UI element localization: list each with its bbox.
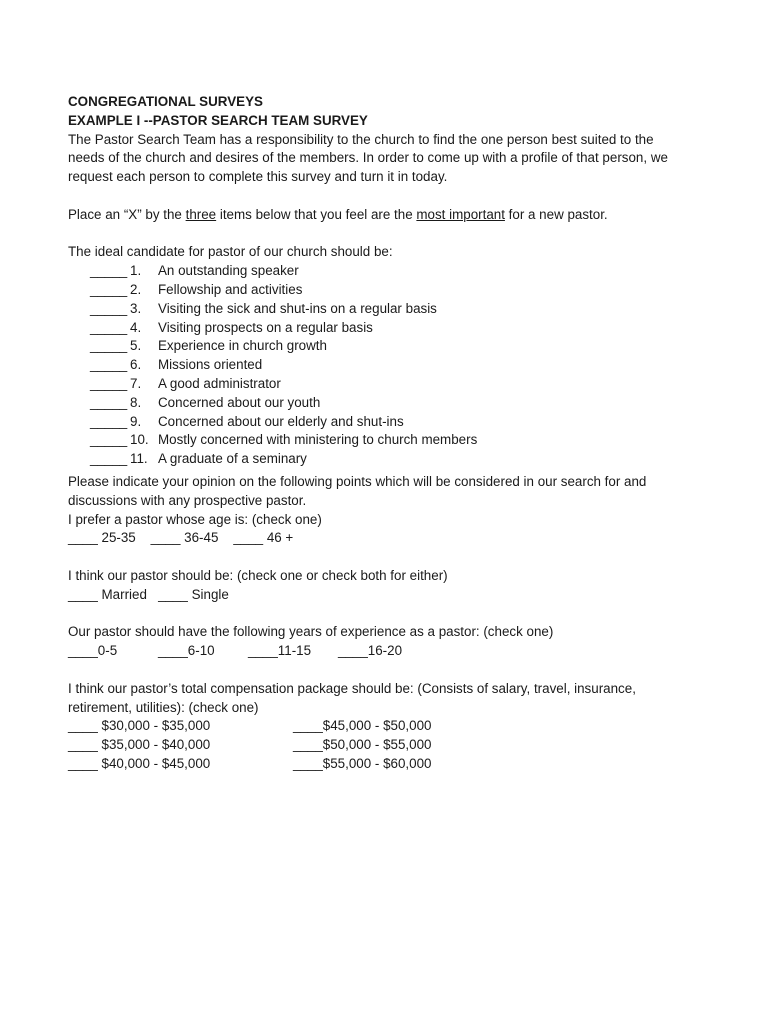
list-item — [90, 413, 708, 432]
experience-option-16-20[interactable]: ____16-20 — [338, 643, 403, 659]
item-text: A graduate of a seminary — [158, 451, 307, 467]
compensation-option-55-60[interactable]: ____$55,000 - $60,000 — [293, 755, 432, 771]
list-item — [90, 281, 708, 300]
answer-blank[interactable]: _____ — [90, 451, 128, 467]
instruction-part: items below that you feel are the — [216, 206, 417, 222]
list-item — [90, 356, 708, 375]
item-number: 9. — [130, 413, 142, 429]
item-text: Concerned about our elderly and shut-ins — [158, 413, 404, 429]
item-number: 3. — [130, 300, 142, 316]
answer-blank[interactable]: _____ — [90, 300, 128, 316]
item-number: 6. — [130, 357, 142, 373]
marital-options — [68, 586, 708, 605]
compensation-option-row — [68, 736, 708, 755]
compensation-question-line: retirement, utilities): (check one) — [68, 699, 259, 715]
item-text: Visiting prospects on a regular basis — [158, 319, 373, 335]
item-text: Mostly concerned with ministering to church members — [158, 432, 478, 448]
compensation-option-45-50[interactable]: ____$45,000 - $50,000 — [293, 718, 432, 734]
item-number: 4. — [130, 319, 142, 335]
compensation-option-35-40[interactable]: ____ $35,000 - $40,000 — [68, 737, 211, 753]
age-question: I prefer a pastor whose age is: (check one) — [68, 511, 322, 527]
compensation-option-row — [68, 717, 708, 736]
experience-option-6-10[interactable]: ____6-10 — [158, 643, 215, 659]
answer-blank[interactable]: _____ — [90, 338, 128, 354]
age-option-36-45[interactable]: ____ 36-45 — [150, 530, 219, 546]
item-text: Missions oriented — [158, 357, 263, 373]
intro-paragraph — [68, 131, 708, 187]
age-options — [68, 529, 708, 548]
experience-options — [68, 642, 708, 661]
instruction-emphasis-three: three — [185, 206, 217, 222]
instruction-text — [68, 206, 708, 225]
item-text: Concerned about our youth — [158, 394, 321, 410]
answer-blank[interactable]: _____ — [90, 413, 128, 429]
item-number: 2. — [130, 281, 142, 297]
answer-blank[interactable]: _____ — [90, 281, 128, 297]
instruction-part: for a new pastor. — [504, 206, 608, 222]
list-item — [90, 394, 708, 413]
experience-option-0-5[interactable]: ____0-5 — [68, 643, 118, 659]
age-option-46-plus[interactable]: ____ 46 + — [233, 530, 294, 546]
answer-blank[interactable]: _____ — [90, 357, 128, 373]
answer-blank[interactable]: _____ — [90, 375, 128, 391]
compensation-option-50-55[interactable]: ____$50,000 - $55,000 — [293, 737, 432, 753]
intro-line: The Pastor Search Team has a responsibility to the church to find the one person best suited to the — [68, 131, 654, 147]
list-item — [90, 300, 708, 319]
compensation-option-row — [68, 755, 708, 774]
item-text: Fellowship and activities — [158, 281, 303, 297]
list-item — [90, 337, 708, 356]
answer-blank[interactable]: _____ — [90, 394, 128, 410]
item-number: 10. — [130, 432, 149, 448]
list-item — [90, 319, 708, 338]
item-text: Visiting the sick and shut-ins on a regular basis — [158, 300, 437, 316]
item-number: 1. — [130, 263, 142, 279]
answer-blank[interactable]: _____ — [90, 432, 128, 448]
experience-question: Our pastor should have the following years of experience as a pastor: (check one) — [68, 624, 554, 640]
compensation-question-line: I think our pastor’s total compensation package should be: (Consists of salary, travel, insurance, — [68, 680, 636, 696]
opinion-intro-line: Please indicate your opinion on the following points which will be considered in our search for and — [68, 473, 647, 489]
answer-blank[interactable]: _____ — [90, 263, 128, 279]
list-item — [90, 375, 708, 394]
marital-option-single[interactable]: ____ Single — [158, 586, 229, 602]
survey-content — [68, 93, 708, 774]
compensation-option-40-45[interactable]: ____ $40,000 - $45,000 — [68, 755, 211, 771]
intro-line: request each person to complete this survey and turn it in today. — [68, 169, 448, 185]
instruction-emphasis-most-important: most important — [416, 206, 505, 222]
item-text: A good administrator — [158, 375, 281, 391]
ideal-candidate-list — [90, 262, 708, 469]
opinion-intro-line: discussions with any prospective pastor. — [68, 492, 307, 508]
item-number: 8. — [130, 394, 142, 410]
answer-blank[interactable]: _____ — [90, 319, 128, 335]
opinion-intro — [68, 473, 708, 511]
ideal-candidate-heading: The ideal candidate for pastor of our church should be: — [68, 244, 393, 260]
item-text: An outstanding speaker — [158, 263, 299, 279]
item-text: Experience in church growth — [158, 338, 327, 354]
experience-option-11-15[interactable]: ____11-15 — [248, 643, 312, 659]
item-number: 7. — [130, 375, 142, 391]
compensation-option-30-35[interactable]: ____ $30,000 - $35,000 — [68, 718, 211, 734]
marital-question: I think our pastor should be: (check one or check both for either) — [68, 567, 448, 583]
marital-option-married[interactable]: ____ Married — [68, 586, 147, 602]
item-number: 5. — [130, 338, 142, 354]
instruction-part: Place an “X” by the — [68, 206, 186, 222]
intro-line: needs of the church and desires of the members. In order to come up with a profile of that person, we — [68, 150, 668, 166]
age-option-25-35[interactable]: ____ 25-35 — [68, 530, 136, 546]
document-subtitle: EXAMPLE I --PASTOR SEARCH TEAM SURVEY — [68, 112, 368, 128]
item-number: 11. — [130, 451, 148, 467]
list-item — [90, 450, 708, 469]
document-title: CONGREGATIONAL SURVEYS — [68, 94, 263, 109]
list-item — [90, 431, 708, 450]
list-item — [90, 262, 708, 281]
